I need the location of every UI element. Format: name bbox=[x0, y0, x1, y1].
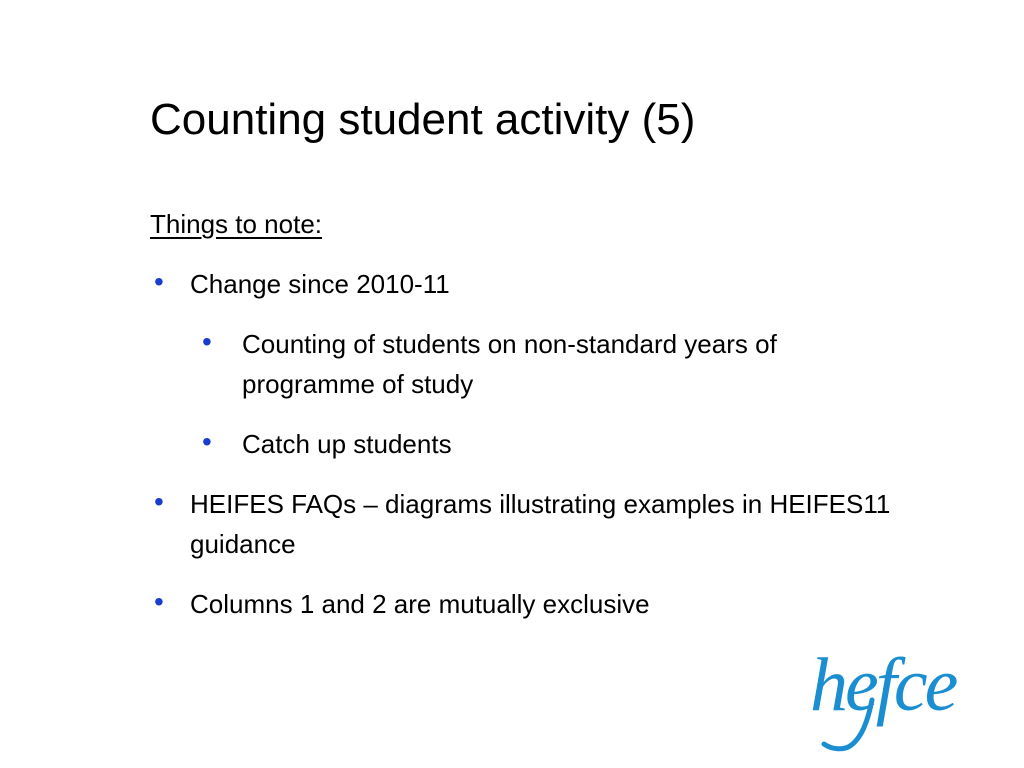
bullet-item bbox=[150, 584, 910, 624]
hefce-logo bbox=[810, 640, 960, 755]
bullet-text: HEIFES FAQs – diagrams illustrating examples in HEIFES11 guidance bbox=[190, 489, 891, 559]
bullet-icon: • bbox=[154, 486, 164, 517]
slide-title: Counting student activity (5) bbox=[150, 95, 696, 144]
bullet-icon: • bbox=[202, 426, 212, 457]
bullet-icon: • bbox=[154, 266, 164, 297]
bullet-item bbox=[150, 484, 910, 564]
logo-swash-icon bbox=[810, 640, 960, 755]
bullet-text: Change since 2010-11 bbox=[190, 269, 450, 299]
bullet-text: Columns 1 and 2 are mutually exclusive bbox=[190, 589, 650, 619]
bullet-icon: • bbox=[154, 586, 164, 617]
bullet-item bbox=[150, 264, 910, 304]
subheading: Things to note: bbox=[150, 209, 322, 239]
sub-bullet-item bbox=[150, 324, 910, 404]
bullet-text: Catch up students bbox=[242, 429, 452, 459]
bullet-text: Counting of students on non-standard years of programme of study bbox=[242, 329, 777, 399]
slide-body bbox=[150, 204, 910, 644]
logo-wordmark: hefce bbox=[810, 643, 956, 727]
bullet-icon: • bbox=[202, 326, 212, 357]
sub-bullet-item bbox=[150, 424, 910, 464]
